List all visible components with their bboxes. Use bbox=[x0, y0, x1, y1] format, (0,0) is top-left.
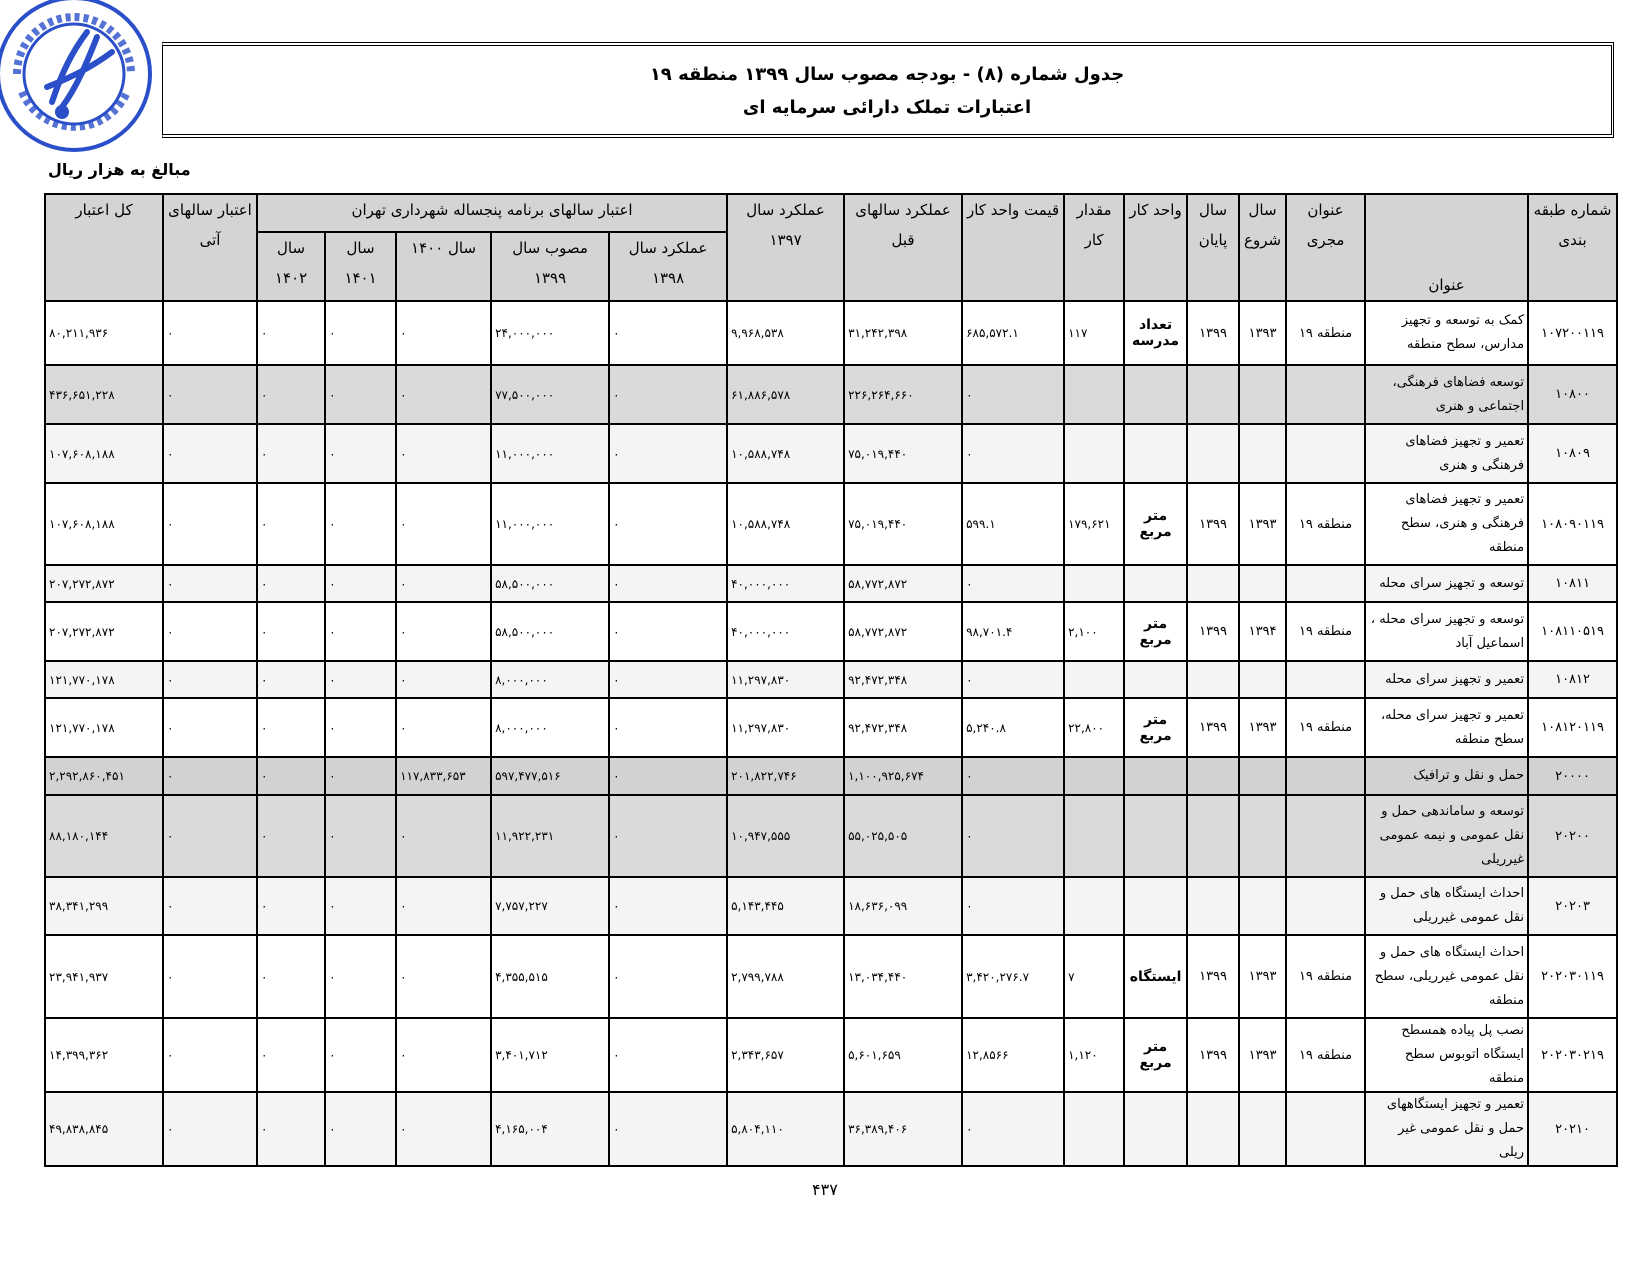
cell-title: احداث ایستگاه های حمل و نقل عمومی غیرریلی bbox=[1365, 877, 1528, 935]
cell-title: تعمیر و تجهیز سرای محله، سطح منطقه bbox=[1365, 698, 1528, 757]
cell-future: ۰ bbox=[163, 365, 257, 424]
cell-prev: ۱,۱۰۰,۹۲۵,۶۷۴ bbox=[844, 757, 962, 795]
cell-executor bbox=[1286, 757, 1365, 795]
cell-qty: ۷ bbox=[1064, 935, 1124, 1018]
cell-start: ۱۳۹۳ bbox=[1239, 698, 1286, 757]
cell-code: ۲۰۲۰۳۰۱۱۹ bbox=[1528, 935, 1617, 1018]
cell-y1402: ۰ bbox=[257, 935, 325, 1018]
cell-start bbox=[1239, 565, 1286, 602]
cell-y1400: ۰ bbox=[396, 1092, 491, 1166]
table-row bbox=[45, 935, 1617, 1018]
currency-unit-note: مبالغ به هزار ریال bbox=[48, 160, 191, 179]
cell-end: ۱۳۹۹ bbox=[1187, 602, 1239, 661]
cell-executor: منطقه ۱۹ bbox=[1286, 301, 1365, 365]
cell-start bbox=[1239, 661, 1286, 698]
cell-y1402: ۰ bbox=[257, 483, 325, 565]
table-row bbox=[45, 483, 1617, 565]
cell-unit: ایستگاه bbox=[1124, 935, 1187, 1018]
cell-price: ۱۲,۸۵۶۶ bbox=[962, 1018, 1064, 1092]
cell-title: تعمیر و تجهیز سرای محله bbox=[1365, 661, 1528, 698]
cell-y1401: ۰ bbox=[325, 877, 396, 935]
table-row bbox=[45, 698, 1617, 757]
cell-total: ۲۰۷,۲۷۲,۸۷۲ bbox=[45, 565, 163, 602]
cell-y1402: ۰ bbox=[257, 698, 325, 757]
cell-executor: منطقه ۱۹ bbox=[1286, 698, 1365, 757]
cell-y1399: ۱۱,۰۰۰,۰۰۰ bbox=[491, 424, 609, 483]
header-year-1402: سال ۱۴۰۲ bbox=[257, 232, 325, 301]
cell-start bbox=[1239, 795, 1286, 877]
cell-y1398: ۰ bbox=[609, 483, 727, 565]
cell-y1397: ۲,۷۹۹,۷۸۸ bbox=[727, 935, 844, 1018]
cell-title: حمل و نقل و ترافیک bbox=[1365, 757, 1528, 795]
cell-start bbox=[1239, 757, 1286, 795]
header-code: شماره طبقه بندی bbox=[1528, 194, 1617, 301]
cell-y1399: ۵۹۷,۴۷۷,۵۱۶ bbox=[491, 757, 609, 795]
header-title: عنوان bbox=[1365, 194, 1528, 301]
cell-y1398: ۰ bbox=[609, 935, 727, 1018]
cell-code: ۱۰۸۰۹ bbox=[1528, 424, 1617, 483]
cell-code: ۱۰۸۱۲ bbox=[1528, 661, 1617, 698]
cell-code: ۱۰۸۱۱ bbox=[1528, 565, 1617, 602]
header-total-credit: کل اعتبار bbox=[45, 194, 163, 301]
cell-code: ۱۰۸۰۰ bbox=[1528, 365, 1617, 424]
cell-total: ۸۸,۱۸۰,۱۴۴ bbox=[45, 795, 163, 877]
cell-total: ۴۳۶,۶۵۱,۲۲۸ bbox=[45, 365, 163, 424]
cell-y1397: ۱۱,۲۹۷,۸۳۰ bbox=[727, 661, 844, 698]
table-row bbox=[45, 602, 1617, 661]
cell-y1402: ۰ bbox=[257, 365, 325, 424]
cell-unit: متر مربع bbox=[1124, 483, 1187, 565]
cell-future: ۰ bbox=[163, 1092, 257, 1166]
table-row bbox=[45, 1092, 1617, 1166]
cell-total: ۱۲۱,۷۷۰,۱۷۸ bbox=[45, 698, 163, 757]
cell-code: ۱۰۷۲۰۰۱۱۹ bbox=[1528, 301, 1617, 365]
cell-price: ۹۸,۷۰۱.۴ bbox=[962, 602, 1064, 661]
cell-title: تعمیر و تجهیز ایستگاههای حمل و نقل عمومی غیر ریلی bbox=[1365, 1092, 1528, 1166]
cell-prev: ۳۶,۳۸۹,۴۰۶ bbox=[844, 1092, 962, 1166]
cell-end bbox=[1187, 365, 1239, 424]
cell-unit bbox=[1124, 757, 1187, 795]
cell-code: ۱۰۸۰۹۰۱۱۹ bbox=[1528, 483, 1617, 565]
cell-y1397: ۱۰,۵۸۸,۷۴۸ bbox=[727, 424, 844, 483]
cell-prev: ۳۱,۲۴۲,۳۹۸ bbox=[844, 301, 962, 365]
cell-end bbox=[1187, 565, 1239, 602]
cell-executor: منطقه ۱۹ bbox=[1286, 602, 1365, 661]
cell-total: ۲,۲۹۲,۸۶۰,۴۵۱ bbox=[45, 757, 163, 795]
header-approved-1399: مصوب سال ۱۳۹۹ bbox=[491, 232, 609, 301]
cell-y1398: ۰ bbox=[609, 795, 727, 877]
cell-y1397: ۱۰,۹۴۷,۵۵۵ bbox=[727, 795, 844, 877]
cell-total: ۱۴,۳۹۹,۳۶۲ bbox=[45, 1018, 163, 1092]
cell-unit bbox=[1124, 565, 1187, 602]
cell-qty bbox=[1064, 661, 1124, 698]
cell-y1401: ۰ bbox=[325, 602, 396, 661]
cell-y1399: ۵۸,۵۰۰,۰۰۰ bbox=[491, 602, 609, 661]
cell-executor bbox=[1286, 365, 1365, 424]
cell-y1399: ۵۸,۵۰۰,۰۰۰ bbox=[491, 565, 609, 602]
cell-y1401: ۰ bbox=[325, 1018, 396, 1092]
cell-code: ۲۰۲۰۳ bbox=[1528, 877, 1617, 935]
page-number: ۴۳۷ bbox=[812, 1180, 838, 1199]
cell-y1401: ۰ bbox=[325, 795, 396, 877]
cell-unit bbox=[1124, 877, 1187, 935]
cell-future: ۰ bbox=[163, 877, 257, 935]
cell-y1402: ۰ bbox=[257, 757, 325, 795]
cell-qty bbox=[1064, 565, 1124, 602]
cell-prev: ۱۳,۰۳۴,۴۴۰ bbox=[844, 935, 962, 1018]
cell-y1400: ۰ bbox=[396, 424, 491, 483]
cell-y1399: ۴,۳۵۵,۵۱۵ bbox=[491, 935, 609, 1018]
cell-y1397: ۲,۳۴۳,۶۵۷ bbox=[727, 1018, 844, 1092]
cell-total: ۳۸,۳۴۱,۲۹۹ bbox=[45, 877, 163, 935]
cell-y1397: ۱۱,۲۹۷,۸۳۰ bbox=[727, 698, 844, 757]
header-unit-price: قیمت واحد کار bbox=[962, 194, 1064, 301]
cell-start: ۱۳۹۳ bbox=[1239, 935, 1286, 1018]
cell-start: ۱۳۹۴ bbox=[1239, 602, 1286, 661]
cell-title: نصب پل پیاده همسطح ایستگاه اتوبوس سطح منطقه bbox=[1365, 1018, 1528, 1092]
header-prev-performance: عملکرد سالهای قبل bbox=[844, 194, 962, 301]
cell-y1402: ۰ bbox=[257, 424, 325, 483]
cell-y1401: ۰ bbox=[325, 301, 396, 365]
cell-qty: ۲,۱۰۰ bbox=[1064, 602, 1124, 661]
cell-executor bbox=[1286, 877, 1365, 935]
cell-y1398: ۰ bbox=[609, 661, 727, 698]
document-subtitle: اعتبارات تملک دارائی سرمایه ای bbox=[742, 97, 1032, 118]
cell-total: ۱۲۱,۷۷۰,۱۷۸ bbox=[45, 661, 163, 698]
cell-y1400: ۰ bbox=[396, 795, 491, 877]
table-body bbox=[45, 301, 1617, 1166]
cell-y1402: ۰ bbox=[257, 602, 325, 661]
table-row bbox=[45, 565, 1617, 602]
cell-unit bbox=[1124, 365, 1187, 424]
cell-y1402: ۰ bbox=[257, 661, 325, 698]
cell-y1400: ۰ bbox=[396, 365, 491, 424]
table-row bbox=[45, 365, 1617, 424]
header-end-year: سال پایان bbox=[1187, 194, 1239, 301]
header-future-credit: اعتبار سالهای آتی bbox=[163, 194, 257, 301]
cell-y1401: ۰ bbox=[325, 483, 396, 565]
cell-y1399: ۴,۱۶۵,۰۰۴ bbox=[491, 1092, 609, 1166]
cell-end: ۱۳۹۹ bbox=[1187, 698, 1239, 757]
cell-price: ۳,۴۲۰,۲۷۶.۷ bbox=[962, 935, 1064, 1018]
header-year-1401: سال ۱۴۰۱ bbox=[325, 232, 396, 301]
cell-price: ۰ bbox=[962, 1092, 1064, 1166]
cell-title: کمک به توسعه و تجهیز مدارس، سطح منطقه bbox=[1365, 301, 1528, 365]
cell-qty bbox=[1064, 757, 1124, 795]
cell-executor: منطقه ۱۹ bbox=[1286, 1018, 1365, 1092]
cell-y1399: ۱۱,۰۰۰,۰۰۰ bbox=[491, 483, 609, 565]
header-five-year-plan: اعتبار سالهای برنامه پنجساله شهرداری تهران bbox=[257, 194, 727, 232]
header-start-year: سال شروع bbox=[1239, 194, 1286, 301]
cell-prev: ۹۲,۴۷۲,۳۴۸ bbox=[844, 698, 962, 757]
cell-price: ۰ bbox=[962, 795, 1064, 877]
cell-unit bbox=[1124, 424, 1187, 483]
cell-unit: متر مربع bbox=[1124, 698, 1187, 757]
cell-y1400: ۰ bbox=[396, 661, 491, 698]
cell-price: ۰ bbox=[962, 365, 1064, 424]
cell-y1401: ۰ bbox=[325, 565, 396, 602]
cell-price: ۰ bbox=[962, 424, 1064, 483]
cell-y1400: ۰ bbox=[396, 935, 491, 1018]
cell-end: ۱۳۹۹ bbox=[1187, 935, 1239, 1018]
cell-executor bbox=[1286, 424, 1365, 483]
table-row bbox=[45, 795, 1617, 877]
cell-qty bbox=[1064, 365, 1124, 424]
cell-y1398: ۰ bbox=[609, 565, 727, 602]
header-work-quantity: مقدار کار bbox=[1064, 194, 1124, 301]
cell-executor bbox=[1286, 1092, 1365, 1166]
cell-start bbox=[1239, 877, 1286, 935]
cell-future: ۰ bbox=[163, 565, 257, 602]
cell-prev: ۲۲۶,۲۶۴,۶۶۰ bbox=[844, 365, 962, 424]
cell-y1401: ۰ bbox=[325, 365, 396, 424]
cell-y1397: ۲۰۱,۸۲۲,۷۴۶ bbox=[727, 757, 844, 795]
cell-y1399: ۸,۰۰۰,۰۰۰ bbox=[491, 661, 609, 698]
cell-y1398: ۰ bbox=[609, 698, 727, 757]
cell-prev: ۵۵,۰۲۵,۵۰۵ bbox=[844, 795, 962, 877]
cell-qty: ۱۷۹,۶۲۱ bbox=[1064, 483, 1124, 565]
cell-qty bbox=[1064, 424, 1124, 483]
cell-y1398: ۰ bbox=[609, 877, 727, 935]
cell-y1398: ۰ bbox=[609, 1018, 727, 1092]
cell-future: ۰ bbox=[163, 935, 257, 1018]
cell-y1398: ۰ bbox=[609, 365, 727, 424]
cell-y1401: ۰ bbox=[325, 1092, 396, 1166]
cell-y1402: ۰ bbox=[257, 301, 325, 365]
cell-y1401: ۰ bbox=[325, 661, 396, 698]
table-row bbox=[45, 877, 1617, 935]
cell-y1401: ۰ bbox=[325, 935, 396, 1018]
cell-start: ۱۳۹۳ bbox=[1239, 483, 1286, 565]
cell-title: توسعه فضاهای فرهنگی، اجتماعی و هنری bbox=[1365, 365, 1528, 424]
cell-code: ۲۰۲۰۳۰۲۱۹ bbox=[1528, 1018, 1617, 1092]
cell-future: ۰ bbox=[163, 757, 257, 795]
cell-y1401: ۰ bbox=[325, 424, 396, 483]
cell-prev: ۷۵,۰۱۹,۴۴۰ bbox=[844, 424, 962, 483]
cell-y1399: ۸,۰۰۰,۰۰۰ bbox=[491, 698, 609, 757]
cell-title: تعمیر و تجهیز فضاهای فرهنگی و هنری، سطح منطقه bbox=[1365, 483, 1528, 565]
cell-y1398: ۰ bbox=[609, 757, 727, 795]
cell-qty: ۱۱۷ bbox=[1064, 301, 1124, 365]
cell-future: ۰ bbox=[163, 424, 257, 483]
document-title: جدول شماره (۸) - بودجه مصوب سال ۱۳۹۹ منطقه ۱۹ bbox=[649, 64, 1125, 85]
cell-y1397: ۶۱,۸۸۶,۵۷۸ bbox=[727, 365, 844, 424]
cell-y1398: ۰ bbox=[609, 424, 727, 483]
cell-price: ۵۹۹.۱ bbox=[962, 483, 1064, 565]
cell-prev: ۵۸,۷۷۲,۸۷۲ bbox=[844, 565, 962, 602]
cell-price: ۰ bbox=[962, 757, 1064, 795]
cell-unit: متر مربع bbox=[1124, 602, 1187, 661]
cell-qty bbox=[1064, 1092, 1124, 1166]
cell-future: ۰ bbox=[163, 602, 257, 661]
cell-y1401: ۰ bbox=[325, 757, 396, 795]
cell-y1399: ۳,۴۰۱,۷۱۲ bbox=[491, 1018, 609, 1092]
cell-qty: ۲۲,۸۰۰ bbox=[1064, 698, 1124, 757]
cell-start: ۱۳۹۳ bbox=[1239, 1018, 1286, 1092]
cell-y1402: ۰ bbox=[257, 877, 325, 935]
cell-future: ۰ bbox=[163, 661, 257, 698]
cell-y1400: ۰ bbox=[396, 301, 491, 365]
table-row bbox=[45, 301, 1617, 365]
cell-start bbox=[1239, 365, 1286, 424]
table-row bbox=[45, 757, 1617, 795]
table-row bbox=[45, 1018, 1617, 1092]
header-executor: عنوان مجری bbox=[1286, 194, 1365, 301]
cell-qty bbox=[1064, 795, 1124, 877]
cell-title: توسعه و ساماندهی حمل و نقل عمومی و نیمه عمومی غیرریلی bbox=[1365, 795, 1528, 877]
cell-future: ۰ bbox=[163, 483, 257, 565]
header-performance-1398: عملکرد سال ۱۳۹۸ bbox=[609, 232, 727, 301]
cell-unit bbox=[1124, 661, 1187, 698]
cell-unit bbox=[1124, 795, 1187, 877]
cell-code: ۱۰۸۱۱۰۵۱۹ bbox=[1528, 602, 1617, 661]
cell-y1400: ۰ bbox=[396, 877, 491, 935]
cell-future: ۰ bbox=[163, 795, 257, 877]
cell-y1397: ۵,۸۰۴,۱۱۰ bbox=[727, 1092, 844, 1166]
cell-prev: ۷۵,۰۱۹,۴۴۰ bbox=[844, 483, 962, 565]
cell-total: ۱۰۷,۶۰۸,۱۸۸ bbox=[45, 483, 163, 565]
cell-unit: متر مربع bbox=[1124, 1018, 1187, 1092]
cell-y1397: ۴۰,۰۰۰,۰۰۰ bbox=[727, 602, 844, 661]
cell-start: ۱۳۹۳ bbox=[1239, 301, 1286, 365]
cell-y1401: ۰ bbox=[325, 698, 396, 757]
cell-price: ۰ bbox=[962, 661, 1064, 698]
cell-code: ۱۰۸۱۲۰۱۱۹ bbox=[1528, 698, 1617, 757]
title-box bbox=[162, 42, 1614, 138]
cell-y1400: ۱۱۷,۸۳۳,۶۵۳ bbox=[396, 757, 491, 795]
cell-y1402: ۰ bbox=[257, 565, 325, 602]
cell-price: ۶۸۵,۵۷۲.۱ bbox=[962, 301, 1064, 365]
cell-y1400: ۰ bbox=[396, 1018, 491, 1092]
cell-qty: ۱,۱۲۰ bbox=[1064, 1018, 1124, 1092]
header-year-1400: سال ۱۴۰۰ bbox=[396, 232, 491, 301]
cell-y1398: ۰ bbox=[609, 301, 727, 365]
cell-end bbox=[1187, 877, 1239, 935]
cell-y1399: ۷۷,۵۰۰,۰۰۰ bbox=[491, 365, 609, 424]
cell-end bbox=[1187, 661, 1239, 698]
cell-start bbox=[1239, 424, 1286, 483]
cell-future: ۰ bbox=[163, 698, 257, 757]
header-work-unit: واحد کار bbox=[1124, 194, 1187, 301]
cell-future: ۰ bbox=[163, 301, 257, 365]
header-performance-1397: عملکرد سال ۱۳۹۷ bbox=[727, 194, 844, 301]
cell-y1398: ۰ bbox=[609, 1092, 727, 1166]
cell-y1400: ۰ bbox=[396, 602, 491, 661]
cell-start bbox=[1239, 1092, 1286, 1166]
cell-y1397: ۱۰,۵۸۸,۷۴۸ bbox=[727, 483, 844, 565]
cell-title: تعمیر و تجهیز فضاهای فرهنگی و هنری bbox=[1365, 424, 1528, 483]
cell-executor: منطقه ۱۹ bbox=[1286, 935, 1365, 1018]
cell-end bbox=[1187, 795, 1239, 877]
cell-total: ۲۳,۹۴۱,۹۳۷ bbox=[45, 935, 163, 1018]
cell-y1400: ۰ bbox=[396, 698, 491, 757]
cell-unit: تعداد مدرسه bbox=[1124, 301, 1187, 365]
cell-price: ۵,۲۴۰.۸ bbox=[962, 698, 1064, 757]
cell-prev: ۵۸,۷۷۲,۸۷۲ bbox=[844, 602, 962, 661]
cell-unit bbox=[1124, 1092, 1187, 1166]
cell-price: ۰ bbox=[962, 877, 1064, 935]
cell-end bbox=[1187, 757, 1239, 795]
cell-price: ۰ bbox=[962, 565, 1064, 602]
cell-total: ۱۰۷,۶۰۸,۱۸۸ bbox=[45, 424, 163, 483]
cell-y1402: ۰ bbox=[257, 1092, 325, 1166]
cell-executor: منطقه ۱۹ bbox=[1286, 483, 1365, 565]
cell-total: ۸۰,۲۱۱,۹۳۶ bbox=[45, 301, 163, 365]
cell-code: ۲۰۲۰۰ bbox=[1528, 795, 1617, 877]
cell-future: ۰ bbox=[163, 1018, 257, 1092]
cell-end: ۱۳۹۹ bbox=[1187, 1018, 1239, 1092]
cell-qty bbox=[1064, 877, 1124, 935]
cell-end bbox=[1187, 1092, 1239, 1166]
council-seal-stamp bbox=[0, 0, 157, 157]
cell-y1398: ۰ bbox=[609, 602, 727, 661]
cell-executor bbox=[1286, 661, 1365, 698]
cell-code: ۲۰۰۰۰ bbox=[1528, 757, 1617, 795]
cell-end: ۱۳۹۹ bbox=[1187, 301, 1239, 365]
cell-title: توسعه و تجهیز سرای محله ، اسماعیل آباد bbox=[1365, 602, 1528, 661]
cell-y1399: ۷,۷۵۷,۲۲۷ bbox=[491, 877, 609, 935]
cell-executor bbox=[1286, 565, 1365, 602]
cell-prev: ۵,۶۰۱,۶۵۹ bbox=[844, 1018, 962, 1092]
cell-executor bbox=[1286, 795, 1365, 877]
cell-code: ۲۰۲۱۰ bbox=[1528, 1092, 1617, 1166]
cell-title: احداث ایستگاه های حمل و نقل عمومی غیرریلی، سطح منطقه bbox=[1365, 935, 1528, 1018]
table-row bbox=[45, 424, 1617, 483]
cell-y1400: ۰ bbox=[396, 565, 491, 602]
cell-title: توسعه و تجهیز سرای محله bbox=[1365, 565, 1528, 602]
cell-y1397: ۴۰,۰۰۰,۰۰۰ bbox=[727, 565, 844, 602]
cell-total: ۲۰۷,۲۷۲,۸۷۲ bbox=[45, 602, 163, 661]
cell-prev: ۹۲,۴۷۲,۳۴۸ bbox=[844, 661, 962, 698]
cell-end: ۱۳۹۹ bbox=[1187, 483, 1239, 565]
cell-prev: ۱۸,۶۳۶,۰۹۹ bbox=[844, 877, 962, 935]
cell-y1397: ۹,۹۶۸,۵۳۸ bbox=[727, 301, 844, 365]
cell-total: ۴۹,۸۳۸,۸۴۵ bbox=[45, 1092, 163, 1166]
budget-table bbox=[44, 193, 1618, 1167]
cell-y1399: ۱۱,۹۲۲,۲۳۱ bbox=[491, 795, 609, 877]
cell-y1402: ۰ bbox=[257, 795, 325, 877]
table-row bbox=[45, 661, 1617, 698]
cell-y1397: ۵,۱۴۳,۴۴۵ bbox=[727, 877, 844, 935]
cell-y1402: ۰ bbox=[257, 1018, 325, 1092]
cell-y1400: ۰ bbox=[396, 483, 491, 565]
cell-y1399: ۲۴,۰۰۰,۰۰۰ bbox=[491, 301, 609, 365]
cell-end bbox=[1187, 424, 1239, 483]
